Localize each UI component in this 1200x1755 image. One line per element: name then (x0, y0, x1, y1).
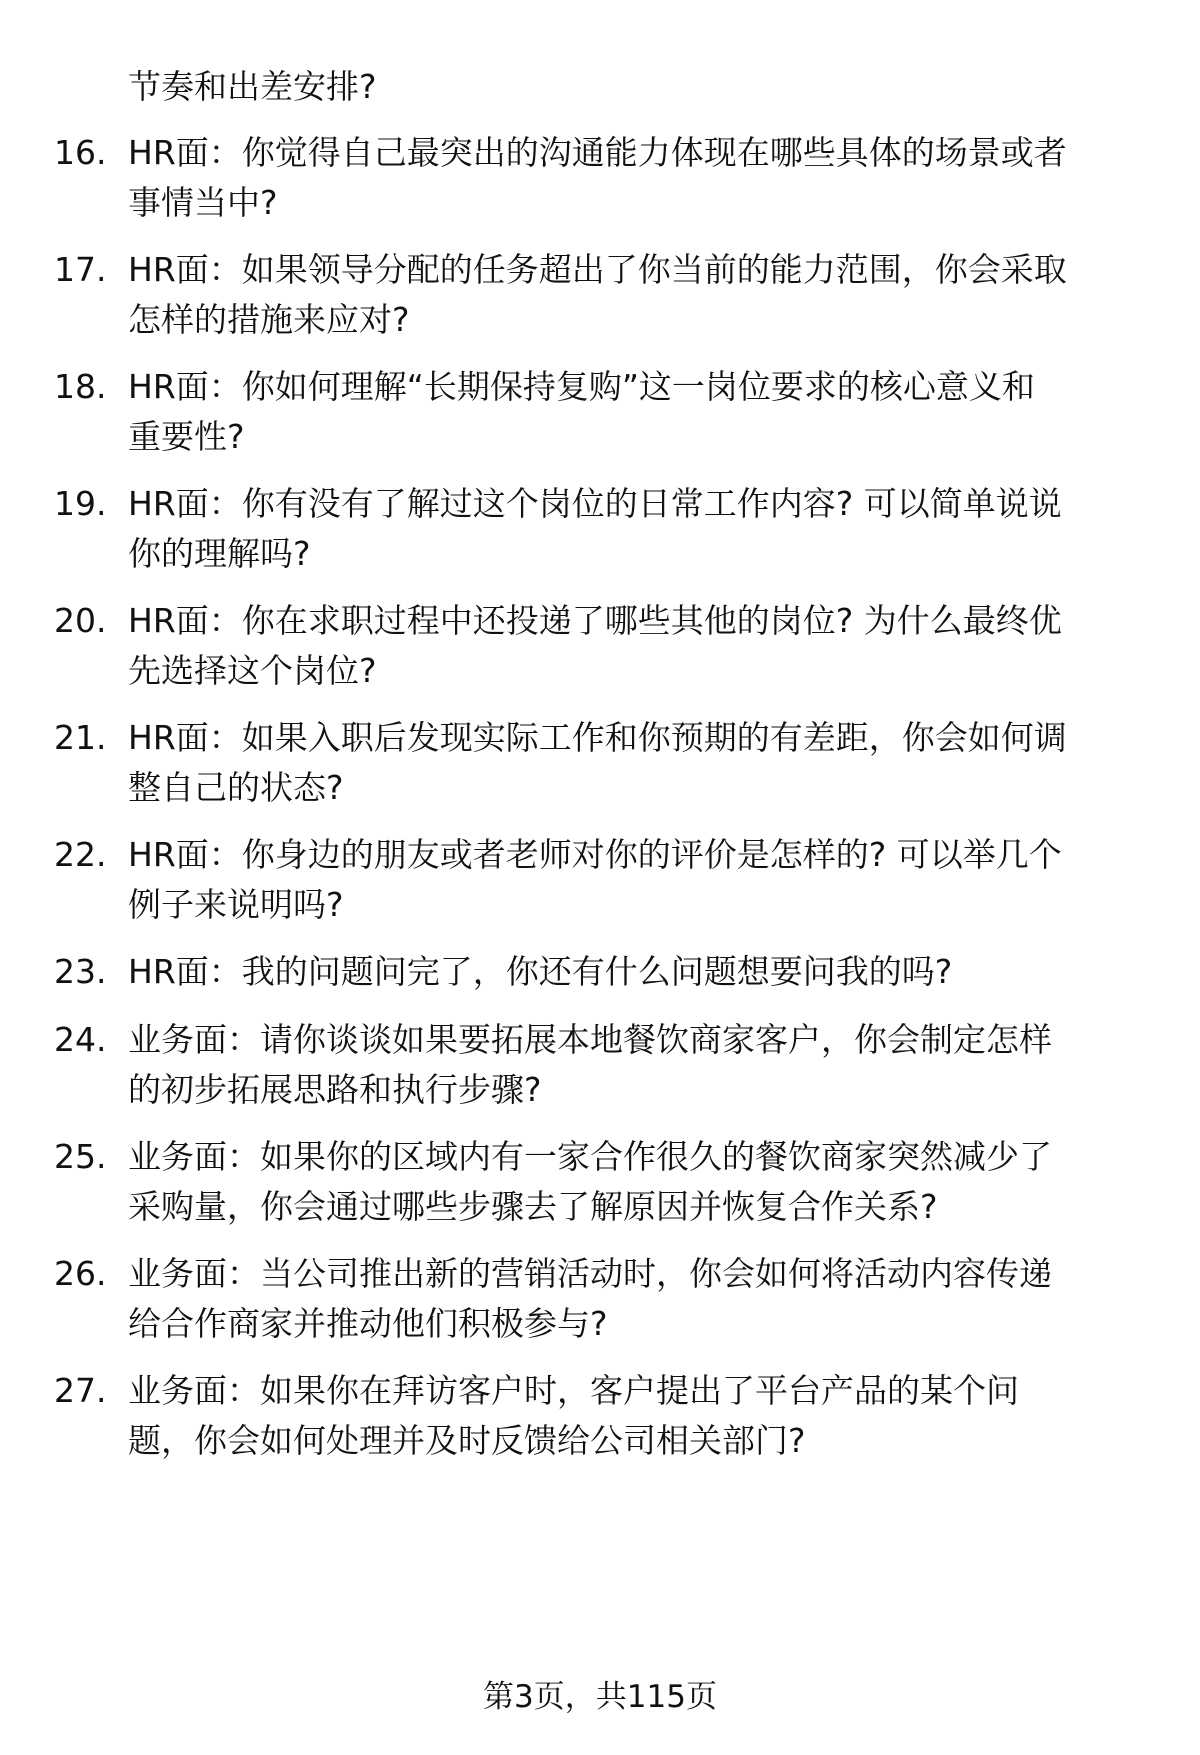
question-text-line2: 你的理解吗? (128, 534, 311, 573)
question-text-line1: 业务面：当公司推出新的营销活动时，你会如何将活动内容传递 (128, 1254, 1052, 1293)
question-text-line1: 业务面：请你谈谈如果要拓展本地餐饮商家客户，你会制定怎样 (128, 1020, 1052, 1059)
question-number: 27. (54, 1371, 107, 1410)
question-number: 26. (54, 1254, 107, 1293)
question-number: 24. (54, 1020, 107, 1059)
question-text-line2: 先选择这个岗位? (128, 651, 377, 690)
question-text-line1: HR面：你在求职过程中还投递了哪些其他的岗位? 为什么最终优 (128, 601, 1062, 640)
question-text-line1: 业务面：如果你在拜访客户时，客户提出了平台产品的某个问 (128, 1371, 1019, 1410)
question-text-line2: 的初步拓展思路和执行步骤? (128, 1070, 542, 1109)
question-text-line1: HR面：你有没有了解过这个岗位的日常工作内容? 可以简单说说 (128, 484, 1062, 523)
question-number: 22. (54, 835, 107, 874)
question-number: 18. (54, 367, 107, 406)
question-text-line1: HR面：你如何理解“长期保持复购”这一岗位要求的核心意义和 (128, 367, 1035, 406)
question-number: 17. (54, 250, 107, 289)
question-text-line2: 重要性? (128, 417, 245, 456)
question-number: 20. (54, 601, 107, 640)
continuation-line: 节奏和出差安排? (128, 67, 377, 106)
question-number: 19. (54, 484, 107, 523)
question-text-line1: HR面：你身边的朋友或者老师对你的评价是怎样的? 可以举几个 (128, 835, 1062, 874)
question-text-line1: HR面：如果领导分配的任务超出了你当前的能力范围，你会采取 (128, 250, 1067, 289)
question-text-line2: 整自己的状态? (128, 768, 344, 807)
page-footer: 第3页，共115页 (483, 1679, 717, 1715)
question-text-line1: 业务面：如果你的区域内有一家合作很久的餐饮商家突然减少了 (128, 1137, 1052, 1176)
question-number: 25. (54, 1137, 107, 1176)
question-text-line1: HR面：如果入职后发现实际工作和你预期的有差距，你会如何调 (128, 718, 1067, 757)
question-text-line2: 事情当中? (128, 183, 278, 222)
question-text-line2: 题，你会如何处理并及时反馈给公司相关部门? (128, 1421, 806, 1460)
question-text-line2: 给合作商家并推动他们积极参与? (128, 1304, 608, 1343)
question-text-line1: HR面：我的问题问完了，你还有什么问题想要问我的吗? (128, 952, 953, 991)
question-number: 21. (54, 718, 107, 757)
question-number: 16. (54, 133, 107, 172)
question-text-line1: HR面：你觉得自己最突出的沟通能力体现在哪些具体的场景或者 (128, 133, 1067, 172)
question-text-line2: 例子来说明吗? (128, 885, 344, 924)
question-text-line2: 采购量，你会通过哪些步骤去了解原因并恢复合作关系? (128, 1187, 938, 1226)
question-text-line2: 怎样的措施来应对? (128, 300, 410, 339)
question-number: 23. (54, 952, 107, 991)
